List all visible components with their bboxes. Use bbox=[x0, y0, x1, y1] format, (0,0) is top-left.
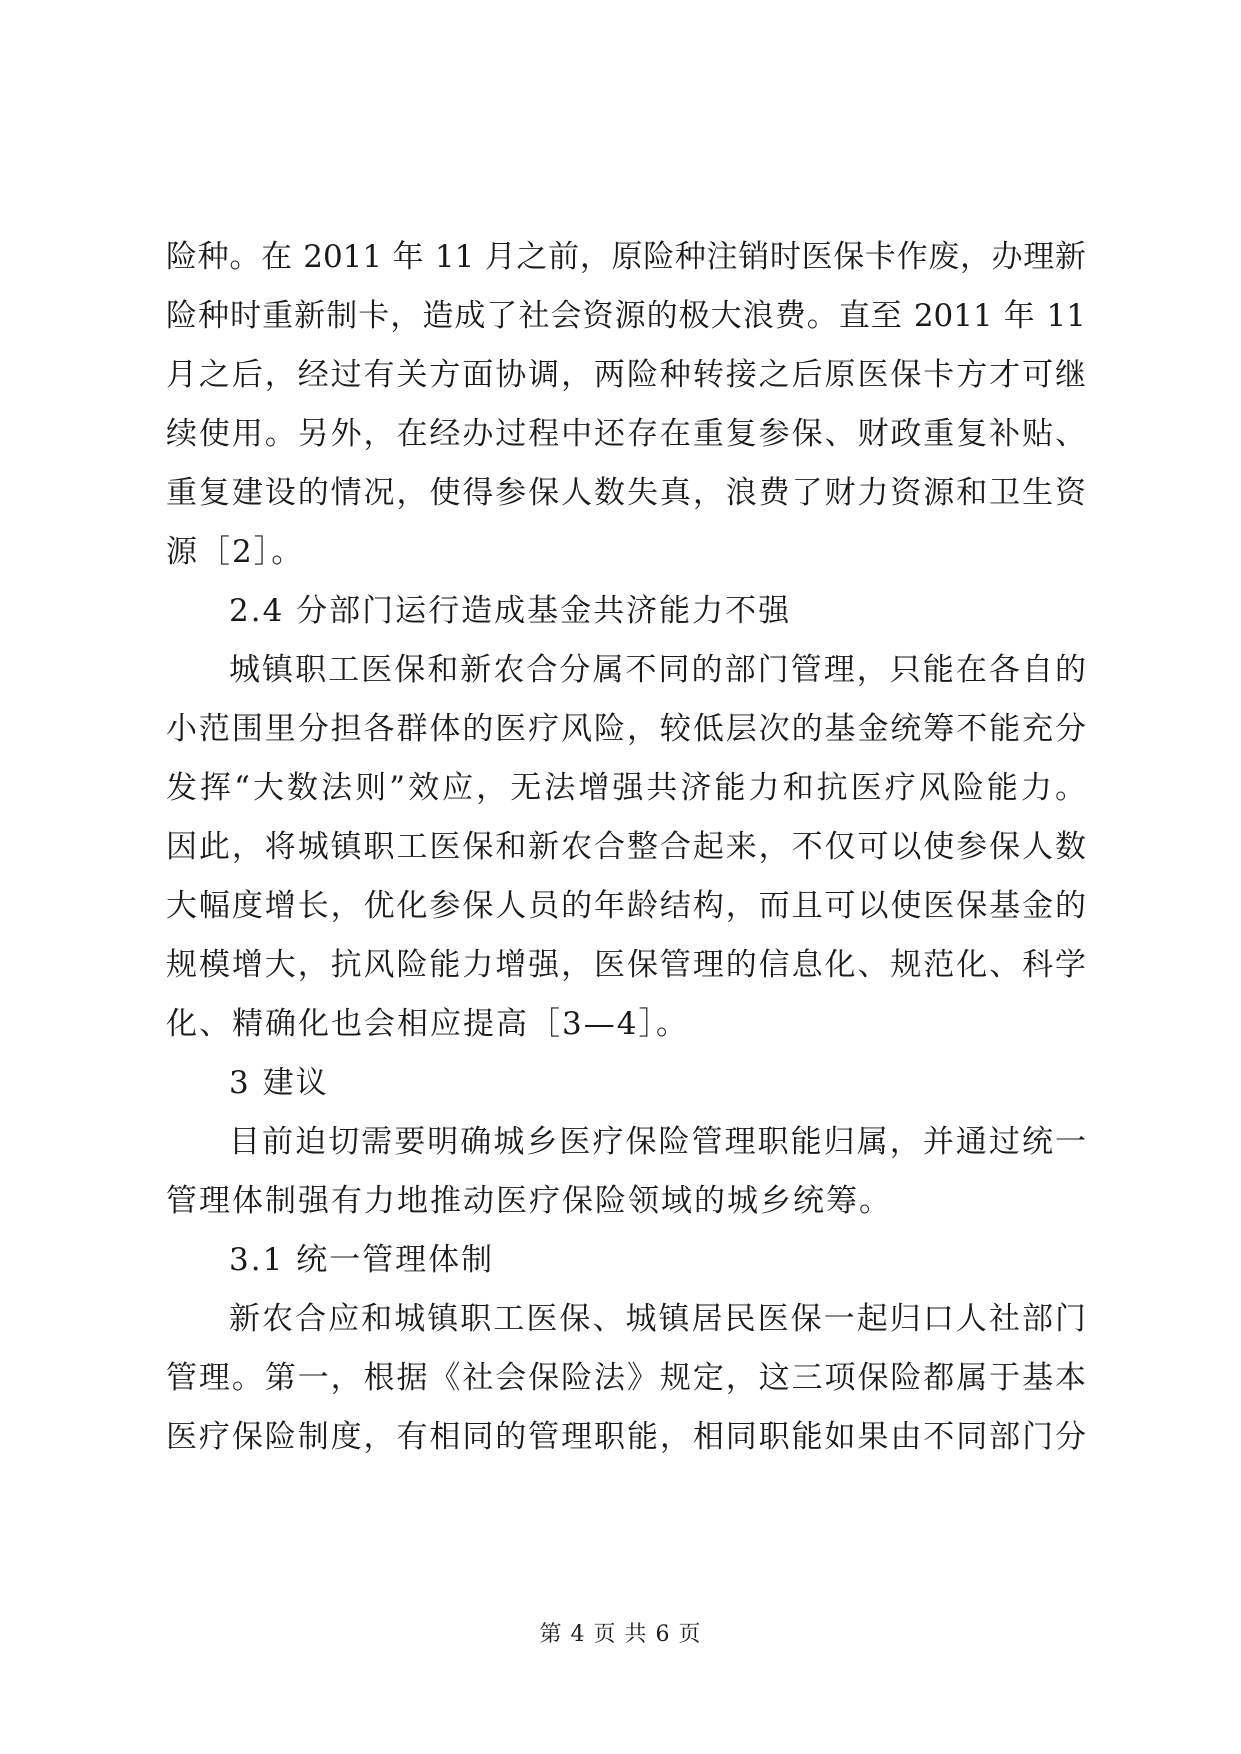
text-line: 化、精确化也会相应提高［3—4］。 bbox=[166, 1006, 689, 1042]
text-line: 险种。在 2011 年 11 月之前，原险种注销时医保卡作废，办理新 bbox=[166, 239, 1086, 275]
text-line: 月之后，经过有关方面协调，两险种转接之后原医保卡方才可继 bbox=[166, 357, 1086, 393]
text-line: 医疗保险制度，有相同的管理职能，相同职能如果由不同部门分 bbox=[166, 1419, 1086, 1455]
text-line: 管理体制强有力地推动医疗保险领域的城乡统筹。 bbox=[166, 1183, 892, 1219]
text-line: 新农合应和城镇职工医保、城镇居民医保一起归口人社部门 bbox=[229, 1301, 1086, 1337]
text-line: 小范围里分担各群体的医疗风险，较低层次的基金统筹不能充分 bbox=[166, 711, 1086, 747]
text-line: 重复建设的情况，使得参保人数失真，浪费了财力资源和卫生资 bbox=[166, 475, 1086, 511]
text-line: 发挥“大数法则”效应，无法增强共济能力和抗医疗风险能力。 bbox=[166, 770, 1086, 806]
text-line: 大幅度增长，优化参保人员的年龄结构，而且可以使医保基金的 bbox=[166, 888, 1086, 924]
section-heading: 3.1 统一管理体制 bbox=[229, 1242, 495, 1278]
section-heading: 3 建议 bbox=[229, 1065, 329, 1101]
page-footer: 第 4 页 共 6 页 bbox=[539, 1622, 702, 1647]
section-heading: 2.4 分部门运行造成基金共济能力不强 bbox=[229, 593, 792, 629]
body-text bbox=[166, 228, 1086, 1467]
text-line: 城镇职工医保和新农合分属不同的部门管理，只能在各自的 bbox=[229, 652, 1086, 688]
text-line: 管理。第一，根据《社会保险法》规定，这三项保险都属于基本 bbox=[166, 1360, 1086, 1396]
text-line: 规模增大，抗风险能力增强，医保管理的信息化、规范化、科学 bbox=[166, 947, 1086, 983]
text-line: 目前迫切需要明确城乡医疗保险管理职能归属，并通过统一 bbox=[229, 1124, 1086, 1160]
text-line: 因此，将城镇职工医保和新农合整合起来，不仅可以使参保人数 bbox=[166, 829, 1086, 865]
text-line: 险种时重新制卡，造成了社会资源的极大浪费。直至 2011 年 11 bbox=[166, 298, 1086, 334]
text-line: 续使用。另外，在经办过程中还存在重复参保、财政重复补贴、 bbox=[166, 416, 1086, 452]
text-line: 源［2］。 bbox=[166, 534, 305, 570]
